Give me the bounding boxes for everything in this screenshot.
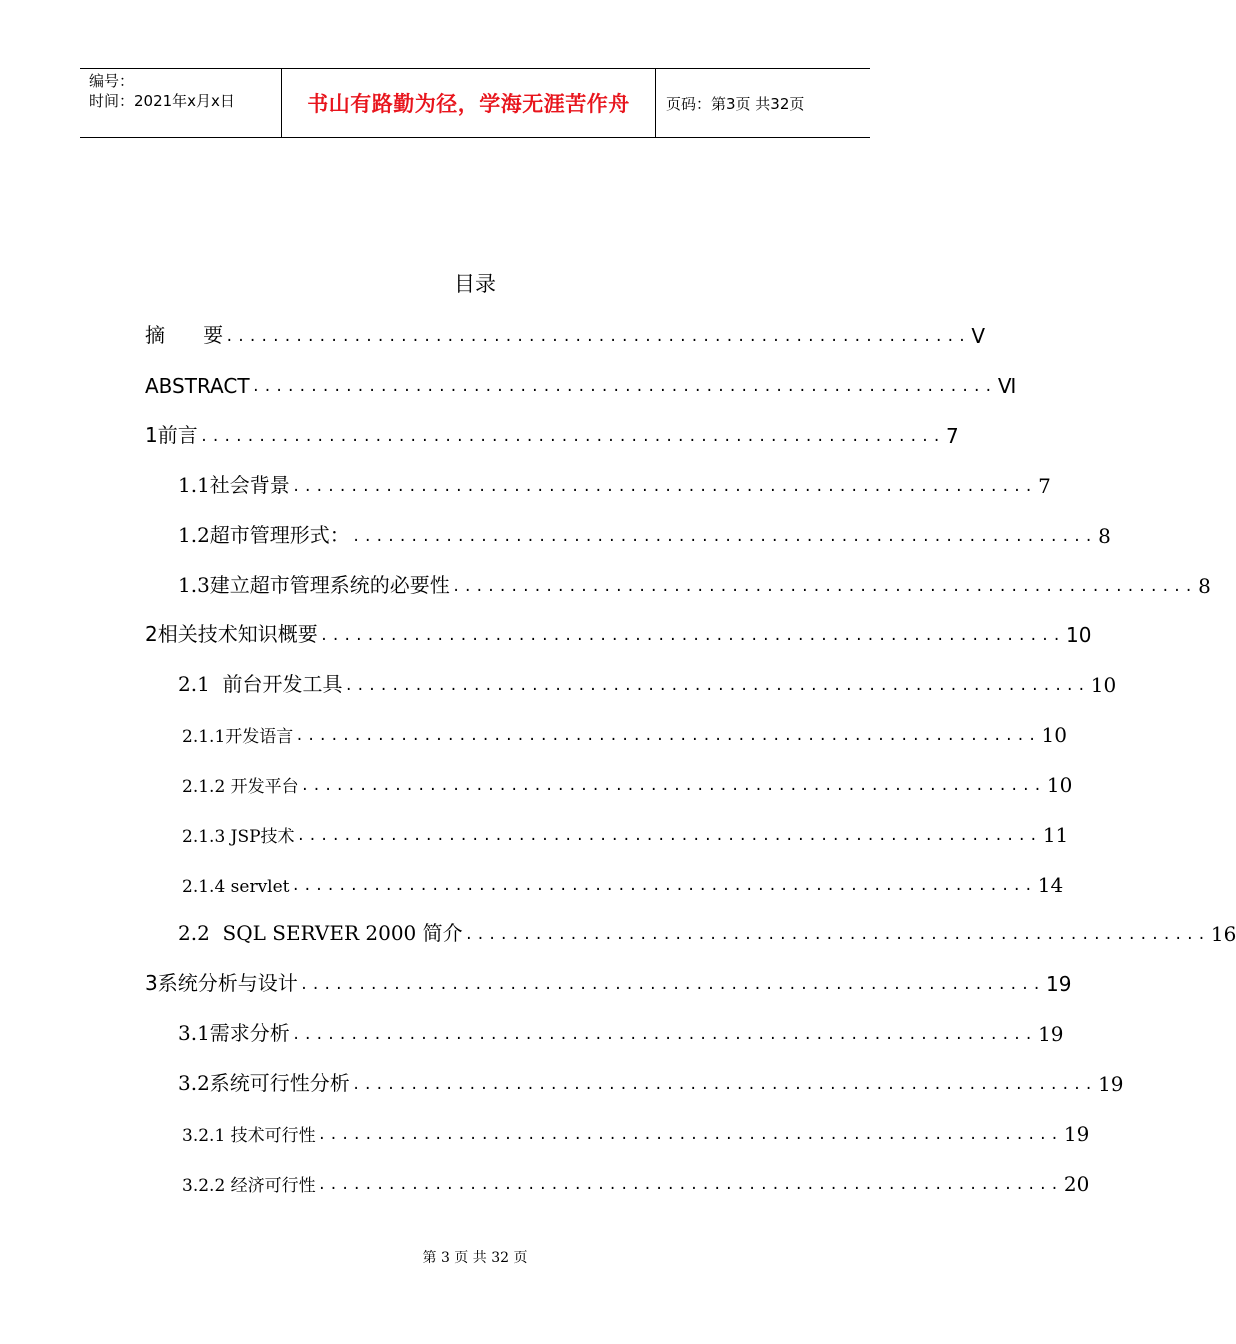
- toc-entry-title: ABSTRACT: [145, 374, 250, 398]
- toc-entry[interactable]: [178, 518, 1111, 548]
- document-number-label: 编号：: [89, 72, 135, 90]
- toc-entry[interactable]: [178, 916, 1236, 946]
- toc-entry[interactable]: [145, 318, 986, 348]
- toc-leader: ................................................................: [351, 529, 1097, 545]
- page-header: [80, 68, 870, 138]
- toc-entry-page: 19: [1098, 1072, 1124, 1096]
- header-motto-cell: [282, 69, 656, 137]
- toc-entry[interactable]: [145, 418, 959, 448]
- toc-leader: ................................................................: [295, 728, 1040, 744]
- toc-leader: ................................................................: [225, 329, 970, 345]
- toc-entry-title: 3.2.1 技术可行性: [182, 1126, 316, 1146]
- toc-entry-page: 19: [1045, 972, 1072, 996]
- page-footer: 第 3 页 共 32 页: [422, 1250, 528, 1266]
- toc-entry-title: 3.2.2 经济可行性: [182, 1176, 316, 1196]
- toc-entry[interactable]: [182, 867, 1064, 897]
- toc-entry-page: 7: [1038, 474, 1051, 498]
- toc-entry-title: 2.1.2 开发平台: [182, 777, 299, 797]
- toc-entry-title: 1.2超市管理形式：: [178, 523, 350, 547]
- toc-leader: ................................................................: [199, 429, 944, 445]
- toc-entry-title: 1前言: [145, 423, 198, 447]
- toc-entry-page: 10: [1065, 623, 1092, 647]
- toc-entry-title: 2相关技术知识概要: [145, 622, 318, 646]
- toc-title: 目录: [454, 272, 496, 296]
- toc-leader: ................................................................: [351, 1077, 1097, 1093]
- toc-entry[interactable]: [182, 817, 1069, 847]
- toc-leader: ................................................................: [299, 977, 1044, 993]
- toc-leader: ................................................................: [291, 479, 1037, 495]
- toc-entry-page: 10: [1090, 673, 1117, 697]
- toc-entry-page: 16: [1210, 922, 1236, 946]
- toc-entry[interactable]: [182, 767, 1073, 797]
- toc-leader: ................................................................: [251, 379, 996, 395]
- toc-entry[interactable]: [178, 1066, 1124, 1096]
- toc-leader: ................................................................: [344, 678, 1089, 694]
- toc-entry-page: 19: [1063, 1122, 1090, 1146]
- toc-leader: ................................................................: [291, 878, 1036, 894]
- header-motto: 书山有路勤为径，学海无涯苦作舟: [307, 92, 630, 116]
- toc-entry-page: 20: [1063, 1172, 1090, 1196]
- toc-entry-page: 7: [945, 424, 959, 448]
- toc-entry-title: 摘 要: [145, 323, 224, 347]
- toc-entry[interactable]: [145, 617, 1092, 647]
- toc-entry-title: 2.2 SQL SERVER 2000 简介: [178, 921, 463, 945]
- toc-entry-title: 2.1 前台开发工具: [178, 672, 343, 696]
- document-time-label: 时间：2021年x月x日: [89, 92, 235, 110]
- toc-leader: ................................................................: [291, 1027, 1037, 1043]
- toc-entry[interactable]: [178, 667, 1117, 697]
- toc-leader: ................................................................: [319, 628, 1064, 644]
- toc-leader: ................................................................: [296, 828, 1041, 844]
- toc-entry-title: 2.1.1开发语言: [182, 727, 294, 747]
- toc-entry[interactable]: [178, 468, 1051, 498]
- toc-entry-title: 2.1.3 JSP技术: [182, 827, 295, 847]
- toc-entry-page: 8: [1098, 524, 1111, 548]
- toc-leader: ................................................................: [451, 579, 1197, 595]
- toc-entry-title: 3系统分析与设计: [145, 971, 298, 995]
- toc-entry-page: 14: [1037, 873, 1064, 897]
- toc-entry-page: 10: [1041, 723, 1067, 747]
- toc-entry-page: Ⅴ: [971, 324, 986, 348]
- toc-entry-page: 19: [1038, 1022, 1064, 1046]
- toc-entry-title: 3.1需求分析: [178, 1021, 290, 1045]
- toc-entry[interactable]: [178, 568, 1211, 598]
- toc-leader: ................................................................: [464, 927, 1209, 943]
- header-page-info: 页码：第3页 共32页: [666, 94, 805, 113]
- toc-entry-title: 1.3建立超市管理系统的必要性: [178, 573, 450, 597]
- toc-entry-title: 1.1社会背景: [178, 473, 290, 497]
- toc-leader: ................................................................: [317, 1127, 1062, 1143]
- toc-entry[interactable]: [182, 717, 1067, 747]
- toc-entry[interactable]: [145, 966, 1072, 996]
- toc-entry-page: 8: [1198, 574, 1211, 598]
- toc-entry-page: Ⅵ: [997, 374, 1017, 398]
- toc-leader: ................................................................: [317, 1177, 1062, 1193]
- toc-leader: ................................................................: [300, 778, 1045, 794]
- header-page-info-cell: [656, 69, 870, 137]
- toc-entry[interactable]: [182, 1116, 1090, 1146]
- toc-entry-page: 10: [1046, 773, 1073, 797]
- toc-entry[interactable]: [182, 1166, 1090, 1196]
- toc-entry-title: 2.1.4 servlet: [182, 877, 290, 897]
- toc-entry[interactable]: [178, 1016, 1064, 1046]
- toc-entry[interactable]: [145, 368, 1017, 398]
- header-meta: [80, 69, 282, 137]
- toc-entry-page: 11: [1042, 823, 1069, 847]
- toc-entry-title: 3.2系统可行性分析: [178, 1071, 350, 1095]
